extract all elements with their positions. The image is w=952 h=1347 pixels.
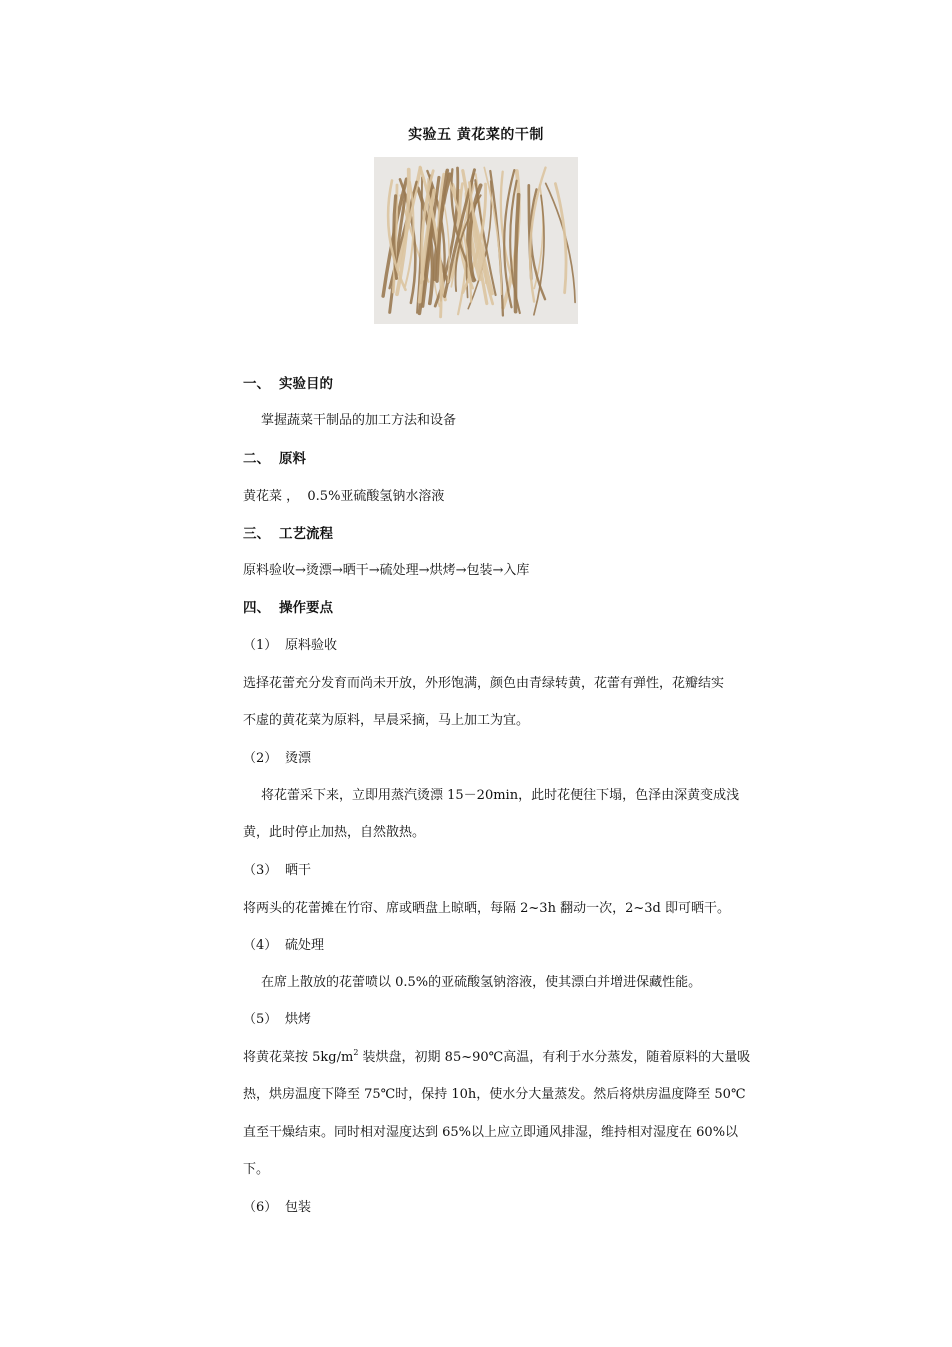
section-title: 实验目的	[279, 376, 333, 392]
step-number: （6）	[243, 1200, 278, 1215]
materials-text: 黄花菜 ， 0.5%亚硫酸氢钠水溶液	[243, 489, 445, 504]
section-heading-materials	[243, 450, 783, 468]
step5-paragraph-line	[243, 1049, 783, 1067]
step-heading-sun-drying	[243, 862, 783, 880]
step-heading-baking	[243, 1011, 783, 1029]
section-heading-purpose	[243, 375, 783, 393]
section-number: 二、	[243, 451, 270, 467]
step-title: 晒干	[285, 863, 312, 878]
step-heading-blanching	[243, 750, 783, 768]
dried-daylily-photo	[374, 157, 578, 324]
section-title: 操作要点	[279, 600, 333, 616]
process-flow-text: 原料验收→烫漂→晒干→硫处理→烘烤→包装→入库	[243, 563, 530, 578]
step-number: （4）	[243, 938, 278, 953]
step5-paragraph-line: 热，烘房温度下降至 75℃时，保持 10h，使水分大量蒸发。然后将烘房温度降至 50℃	[243, 1087, 746, 1102]
step1-paragraph-line: 选择花蕾充分发育而尚未开放，外形饱满，颜色由青绿转黄，花蕾有弹性，花瓣结实	[243, 676, 725, 691]
superscript: 2	[353, 1048, 359, 1057]
text-run: 装烘盘，初期 85~90℃高温，有利于水分蒸发，随着原料的大量吸	[358, 1050, 751, 1065]
section-number: 三、	[243, 526, 270, 542]
step4-paragraph-line: 在席上散放的花蕾喷以 0.5%的亚硫酸氢钠溶液，使其漂白并增进保藏性能。	[261, 975, 702, 990]
dried-daylily-photo-icon	[374, 157, 578, 324]
step-title: 烘烤	[285, 1012, 312, 1027]
step-number: （5）	[243, 1012, 278, 1027]
step5-paragraph-line: 下。	[243, 1162, 270, 1177]
step-heading-sulfur-treatment	[243, 937, 783, 955]
step2-paragraph-line: 黄，此时停止加热，自然散热。	[243, 825, 426, 840]
document-title: 实验五 黄花菜的干制	[408, 127, 544, 143]
step-title: 包装	[285, 1200, 312, 1215]
step-title: 原料验收	[285, 638, 338, 653]
section-number: 四、	[243, 600, 270, 616]
step3-paragraph-line: 将两头的花蕾摊在竹帘、席或晒盘上晾晒，每隔 2~3h 翻动一次，2~3d 即可晒干。	[243, 901, 730, 916]
section-heading-process	[243, 525, 783, 543]
step-number: （3）	[243, 863, 278, 878]
step-title: 烫漂	[285, 751, 312, 766]
step-title: 硫处理	[285, 938, 325, 953]
step5-paragraph-line: 直至干燥结束。同时相对湿度达到 65%以上应立即通风排湿，维持相对湿度在 60%以	[243, 1125, 739, 1140]
step-heading-packaging	[243, 1199, 783, 1217]
section-heading-key-points	[243, 599, 783, 617]
section-title: 工艺流程	[279, 526, 333, 542]
step-number: （2）	[243, 751, 278, 766]
text-run: 将黄花菜按 5kg/m	[243, 1050, 354, 1065]
section-number: 一、	[243, 376, 270, 392]
purpose-text: 掌握蔬菜干制品的加工方法和设备	[261, 413, 457, 428]
step-heading-inspection	[243, 637, 783, 655]
step2-paragraph-line: 将花蕾采下来，立即用蒸汽烫漂 15－20min，此时花便往下塌，色泽由深黄变成浅	[261, 788, 740, 803]
step1-paragraph-line: 不虚的黄花菜为原料，早晨采摘，马上加工为宜。	[243, 713, 530, 728]
step-number: （1）	[243, 638, 278, 653]
section-title: 原料	[279, 451, 306, 467]
